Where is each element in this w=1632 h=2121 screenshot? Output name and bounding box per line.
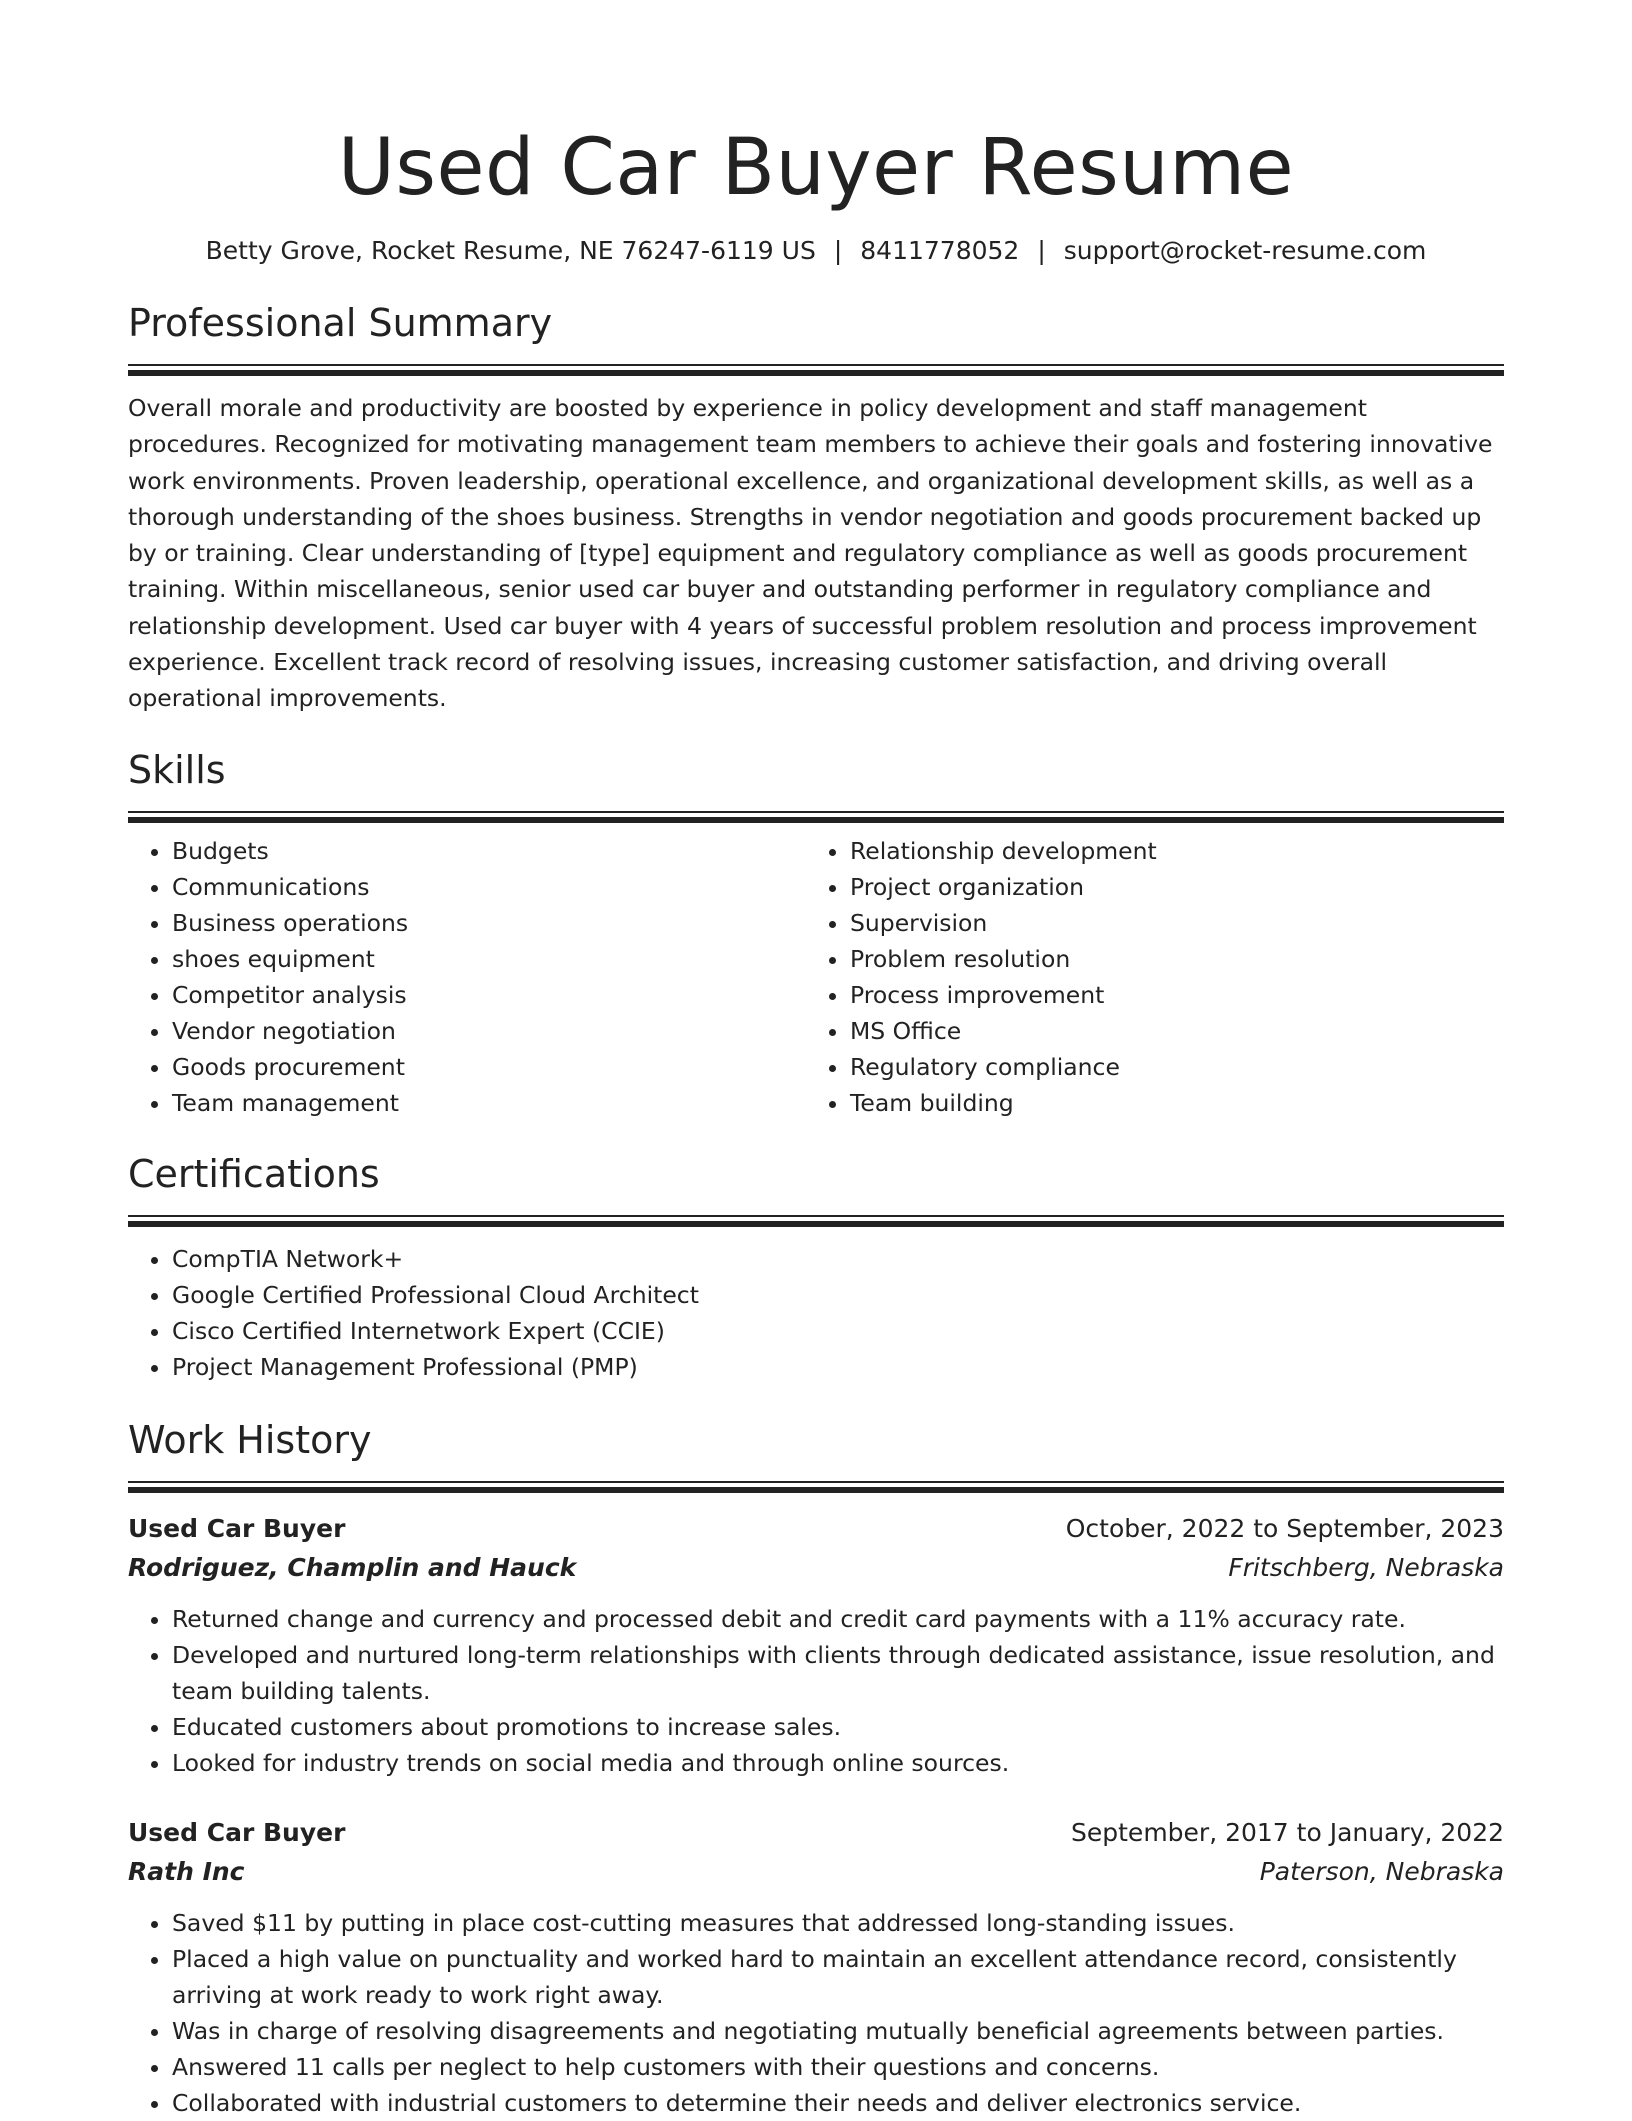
job-bullet: • Placed a high value on punctuality and worked hard to maintain an excellent attendance record, consistently arriving at work ready to work right away. — [172, 1941, 1504, 2013]
job-bullet: • Collaborated with industrial customers to determine their needs and deliver electronics service. — [172, 2085, 1504, 2121]
section-divider — [128, 1215, 1504, 1227]
contact-email: support@rocket-resume.com — [1063, 236, 1427, 265]
job-company: Rodriguez, Champlin and Hauck — [128, 1552, 577, 1582]
job-bullet: • Returned change and currency and processed debit and credit card payments with a 11% accuracy rate. — [172, 1601, 1504, 1637]
job-title: Used Car Buyer — [128, 1513, 346, 1543]
certifications-list — [128, 1241, 1504, 1385]
job-location: Paterson, Nebraska — [1259, 1856, 1504, 1886]
certification-item: • CompTIA Network+ — [172, 1241, 1504, 1277]
skill-item: • Team building — [850, 1085, 1484, 1121]
job-company-row — [128, 1548, 1504, 1587]
skill-item: • Goods procurement — [172, 1049, 806, 1085]
section-divider — [128, 1481, 1504, 1493]
job-bullet: • Saved $11 by putting in place cost-cutting measures that addressed long-standing issues. — [172, 1905, 1504, 1941]
section-divider — [128, 364, 1504, 376]
skills-section — [128, 745, 1504, 1121]
skills-column-left — [128, 833, 806, 1121]
summary-text: Overall morale and productivity are boosted by experience in policy development and staff management procedures. Recognized for motivating management team members to achieve their goals and fostering innovative work environments. Proven leadership, operational excellence, and organizational development skills, as well as a thorough understanding of the shoes business. Strengths in vendor negotiation and goods procurement backed up by or training. Clear understanding of [type] equipment and regulatory compliance as well as goods procurement training. Within miscellaneous, senior used car buyer and outstanding performer in regulatory compliance and relationship development. Used car buyer with 4 years of successful problem resolution and process improvement experience. Excellent track record of resolving issues, increasing customer satisfaction, and driving overall operational improvements. — [128, 394, 1493, 713]
job-bullet: • Was in charge of resolving disagreements and negotiating mutually beneficial agreements between parties. — [172, 2013, 1504, 2049]
skill-item: • Project organization — [850, 869, 1484, 905]
skills-heading: Skills — [128, 747, 226, 792]
work-history-section — [128, 1415, 1504, 2121]
skills-column-right — [806, 833, 1484, 1121]
job-bullet: • Looked for industry trends on social media and through online sources. — [172, 1745, 1504, 1781]
skill-item: • Business operations — [172, 905, 806, 941]
job-company-row — [128, 1852, 1504, 1891]
skill-item: • Supervision — [850, 905, 1484, 941]
job-bullet: • Developed and nurtured long-term relationships with clients through dedicated assistance, issue resolution, and team building talents. — [172, 1637, 1504, 1709]
certification-item: • Google Certified Professional Cloud Architect — [172, 1277, 1504, 1313]
contact-separator: | — [1037, 236, 1046, 265]
job-title-row — [128, 1813, 1504, 1852]
skill-item: • Problem resolution — [850, 941, 1484, 977]
job-location: Fritschberg, Nebraska — [1228, 1552, 1504, 1582]
job-entry — [128, 1813, 1504, 2121]
job-company: Rath Inc — [128, 1856, 245, 1886]
work-history-heading: Work History — [128, 1417, 372, 1462]
resume-title: Used Car Buyer Resume — [337, 123, 1295, 213]
skill-item: • MS Office — [850, 1013, 1484, 1049]
contact-phone: 8411778052 — [860, 236, 1020, 265]
skill-item: • Team management — [172, 1085, 806, 1121]
job-title: Used Car Buyer — [128, 1817, 346, 1847]
summary-heading: Professional Summary — [128, 301, 553, 345]
skill-item: • Competitor analysis — [172, 977, 806, 1013]
skill-item: • Vendor negotiation — [172, 1013, 806, 1049]
skills-list-left — [128, 833, 806, 1121]
job-bullets — [128, 1905, 1504, 2121]
contact-separator: | — [833, 236, 843, 265]
skills-list-right — [806, 833, 1484, 1121]
skill-item: • Relationship development — [850, 833, 1484, 869]
summary-section — [128, 298, 1504, 717]
job-bullet: • Answered 11 calls per neglect to help customers with their questions and concerns. — [172, 2049, 1504, 2085]
skills-grid — [128, 833, 1504, 1121]
skill-item: • Regulatory compliance — [850, 1049, 1484, 1085]
contact-line — [128, 234, 1504, 268]
job-dates: September, 2017 to January, 2022 — [1071, 1817, 1504, 1847]
job-title-row — [128, 1509, 1504, 1548]
certification-item: • Cisco Certified Internetwork Expert (CCIE) — [172, 1313, 1504, 1349]
certification-item: • Project Management Professional (PMP) — [172, 1349, 1504, 1385]
job-dates: October, 2022 to September, 2023 — [1065, 1513, 1504, 1543]
contact-address: Betty Grove, Rocket Resume, NE 76247-6119 US — [205, 236, 816, 265]
skill-item: • Budgets — [172, 833, 806, 869]
certifications-section — [128, 1149, 1504, 1385]
skill-item: • Communications — [172, 869, 806, 905]
certifications-heading: Certifications — [128, 1151, 380, 1196]
skill-item: • shoes equipment — [172, 941, 806, 977]
job-bullet: • Educated customers about promotions to increase sales. — [172, 1709, 1504, 1745]
skill-item: • Process improvement — [850, 977, 1484, 1013]
resume-page — [128, 0, 1504, 2121]
job-bullets — [128, 1601, 1504, 1781]
section-divider — [128, 811, 1504, 823]
job-entry — [128, 1509, 1504, 1781]
